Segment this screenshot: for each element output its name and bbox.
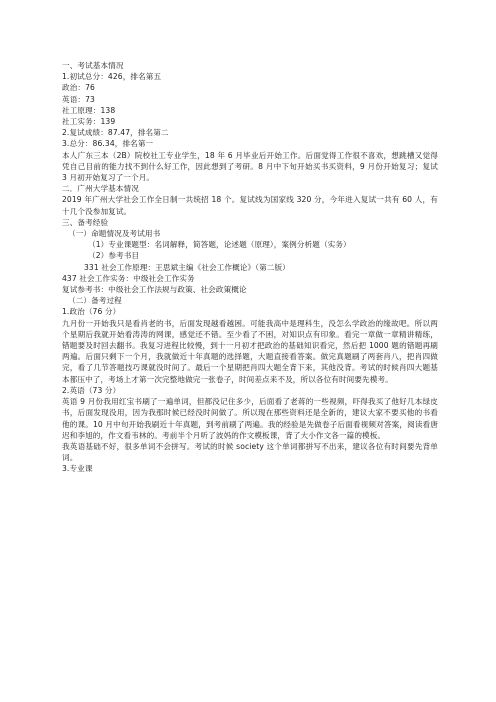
major-course-heading: 3.专业课: [62, 464, 93, 474]
intro-paragraph: 本人广东三本（2B）院校社工专业学生，18 年 6 月毕业后开始工作。后面觉得工作很不喜欢，想跳槽又觉得凭自己目前的能力找不到什么好工作，因此想到了考研。8 月中下旬开始买书买资料，9 月份开始复习；复试 3 月初开始复习了一个月。: [62, 150, 438, 183]
practice-score: 社工实务：139: [62, 117, 116, 127]
subheading-exam-books: （一）命题情况及考试用书: [68, 229, 161, 239]
politics-heading: 1.政治（76 分）: [62, 307, 121, 317]
book-437: 437 社会工作实务：中级社会工作实务: [62, 273, 195, 283]
principles-score: 社工原理：138: [62, 105, 116, 115]
retest-books: 复试参考书：中级社会工作法规与政策、社会政策概论: [62, 285, 247, 295]
section-heading-university: 二．广州大学基本情况: [62, 184, 139, 194]
book-331: 331 社会工作原理：王思斌主编《社会工作概论》（第二版）: [84, 262, 290, 272]
english-paragraph: 英语 9 月份我用红宝书刷了一遍单词，但都没记住多少，后面看了老蒋的一些视频，吓得我买了他好几本绿皮书，后面发现没用，因为我那时候已经没时间做了。所以现在那些资料还是全新的，建议大家不要买他的书看他的课。10 月中旬开始我刷近十年真题，到考前刷了两遍。我的经验是先做卷子后面看视频对答案，阅读看唐迟和李旭的，作文看韦林的。考前半个月听了波妈的作文模板课，背了大小作文各一篇的模板。: [62, 397, 438, 440]
initial-total-score: 1.初试总分：426，排名第五: [62, 72, 162, 82]
reference-books-item: （2）参考书目: [88, 251, 140, 261]
english-score: 英语：73: [62, 94, 95, 104]
question-types-item: （1）专业课题型：名词解释，简答题，论述题（原理），案例分析题（实务）: [88, 240, 351, 250]
english-heading: 2.英语（73 分）: [62, 385, 121, 395]
english-paragraph-2: 我英语基础不好，很多单词不会拼写。考试的时候 society 这个单词都拼写不出来，建议各位有时间要先背单词。: [62, 441, 438, 463]
final-total-score: 3.总分：86.34，排名第一: [62, 139, 154, 149]
politics-score: 政治：76: [62, 83, 95, 93]
section-heading-experience: 三、备考经验: [62, 217, 109, 227]
retest-score: 2.复试成绩：87.47，排名第二: [62, 128, 169, 138]
subheading-prep-process: （二）备考过程: [68, 296, 122, 306]
politics-paragraph: 九月份一开始我只是看肖老的书，后面发现越看越困。可能我高中是理科生，没怎么学政治的缘故吧。所以两个星期后我就开始看涛涛的网课，感觉还不错。至少看了不困，对知识点有印象。看完一章做一章精讲精练，错题要及时回去翻书。我复习进程比较慢，到十一月初才把政治的基础知识看完，然后把 1000 题的错题再刷两遍。后面只剩下一个月，我就做近十年真题的选择题，大题直接看答案。做完真题刷了两套肖八，把肖四做完，看了几节答题技巧课就没时间了。最后一个星期把肖四大题全背下来，其他没背。考试的时候肖四大题基本都压中了，考场上才第一次完整地做完一张卷子，时间差点来不及，所以各位有时间要先模考。: [62, 318, 438, 384]
university-paragraph: 2019 年广州大学社会工作全日制一共统招 18 个。复试线为国家线 320 分，今年进入复试一共有 60 人，有十几个没参加复试。: [62, 195, 438, 216]
section-heading-exam-info: 一、考试基本情况: [62, 61, 124, 70]
